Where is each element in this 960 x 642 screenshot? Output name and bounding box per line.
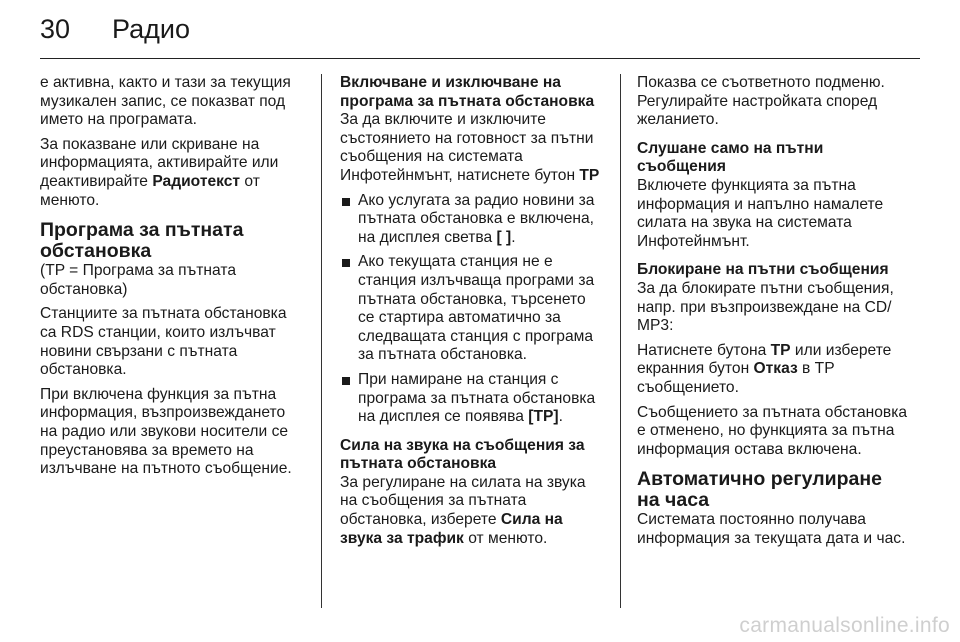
paragraph: Включете функцията за пътна информация и напълно намалете силата на звука на системата Инфотейнмънт. — [637, 176, 884, 250]
square-bullet-icon — [342, 259, 350, 267]
bold-term: [ ] — [496, 228, 512, 246]
list-item — [340, 253, 602, 365]
bold-term: Сила на звука за трафик — [340, 511, 563, 547]
subsection-heading: Включване и изключване на програма за пътната обстановка — [340, 74, 595, 110]
bold-term: [TP] — [528, 408, 559, 426]
paragraph — [637, 342, 909, 398]
paragraph: Показва се съответното подменю. Регулирайте настройката според желанието. — [637, 74, 885, 129]
column-2 — [340, 74, 602, 554]
text: Ако услугата за радио новини за пътната обстановка е включена, на дисплея светва — [358, 191, 595, 246]
paragraph: Станциите за пътната обстановка са RDS станции, които излъчват новини свързани с пътната обстановка. — [40, 305, 287, 379]
subsection-heading: Слушане само на пътни съобщения — [637, 139, 824, 176]
paragraph — [40, 136, 306, 210]
bullet-list — [340, 192, 602, 427]
section-heading: Програма за пътната обстановка — [40, 219, 244, 263]
section-heading: Автоматично регулиране на часа — [637, 468, 882, 512]
paragraph — [340, 111, 602, 185]
paragraph: Съобщението за пътната обстановка е отменено, но функцията за пътна информация остава включена. — [637, 403, 908, 458]
square-bullet-icon — [342, 198, 350, 206]
list-item — [340, 371, 602, 427]
page-header — [40, 14, 190, 54]
text: или изберете екранния бутон — [637, 341, 892, 378]
column-3 — [637, 74, 909, 554]
text: в TP съобщението. — [637, 360, 835, 396]
text: При намиране на станция с програма за пътната обстановка на дисплея се появява — [358, 370, 596, 426]
paragraph: Системата постоянно получава информация за текущата дата и час. — [637, 511, 906, 547]
page-number: 30 — [40, 14, 71, 44]
text: За показване или скриване на информацията, активирайте или деактивирайте — [40, 135, 279, 190]
column-1 — [40, 74, 306, 485]
bold-term: TP — [770, 341, 791, 359]
text: За да включите и изключите състоянието на готовност за пътни съобщения на системата Инфотейнмънт, натиснете бутон — [340, 111, 594, 184]
paragraph: При включена функция за пътна информация, възпроизвеждането на радио или звукови носители се преустановява за времето на излъчване на пътното съобщение. — [40, 385, 292, 478]
subsection-heading: Сила на звука на съобщения за пътната обстановка — [340, 436, 585, 473]
paragraph: За да блокирате пътни съобщения, напр. при възпроизвеждане на CD/ MP3: — [637, 279, 894, 335]
square-bullet-icon — [342, 377, 350, 385]
paragraph: (TP = Програма за пътната обстановка) — [40, 262, 236, 298]
column-divider — [321, 74, 322, 608]
watermark: carmanualsonline.info — [739, 614, 950, 637]
paragraph: е активна, както и тази за текущия музикален запис, се показват под името на програмата. — [40, 74, 291, 129]
subsection-heading: Блокиране на пътни съобщения — [637, 261, 889, 279]
list-item — [340, 192, 602, 248]
bold-term: TP — [579, 166, 600, 184]
paragraph — [340, 474, 602, 548]
bold-term: Отказ — [753, 360, 798, 378]
text: . — [558, 408, 563, 426]
bold-term: Радиотекст — [152, 172, 241, 190]
text: Натиснете бутона — [637, 341, 771, 359]
header-rule — [40, 58, 920, 59]
text: . — [511, 228, 516, 246]
text: Ако текущата станция не е станция излъчваща програми за пътната обстановка, търсенето се стартира автоматично за следващата станция с програма за пътната обстановка. — [358, 253, 595, 364]
text: от менюто. — [40, 172, 260, 209]
text: За регулиране на силата на звука на съобщения за пътната обстановка, изберете — [340, 473, 586, 529]
page-title: Радио — [112, 14, 190, 44]
text: от менюто. — [463, 529, 548, 547]
column-divider — [620, 74, 621, 608]
